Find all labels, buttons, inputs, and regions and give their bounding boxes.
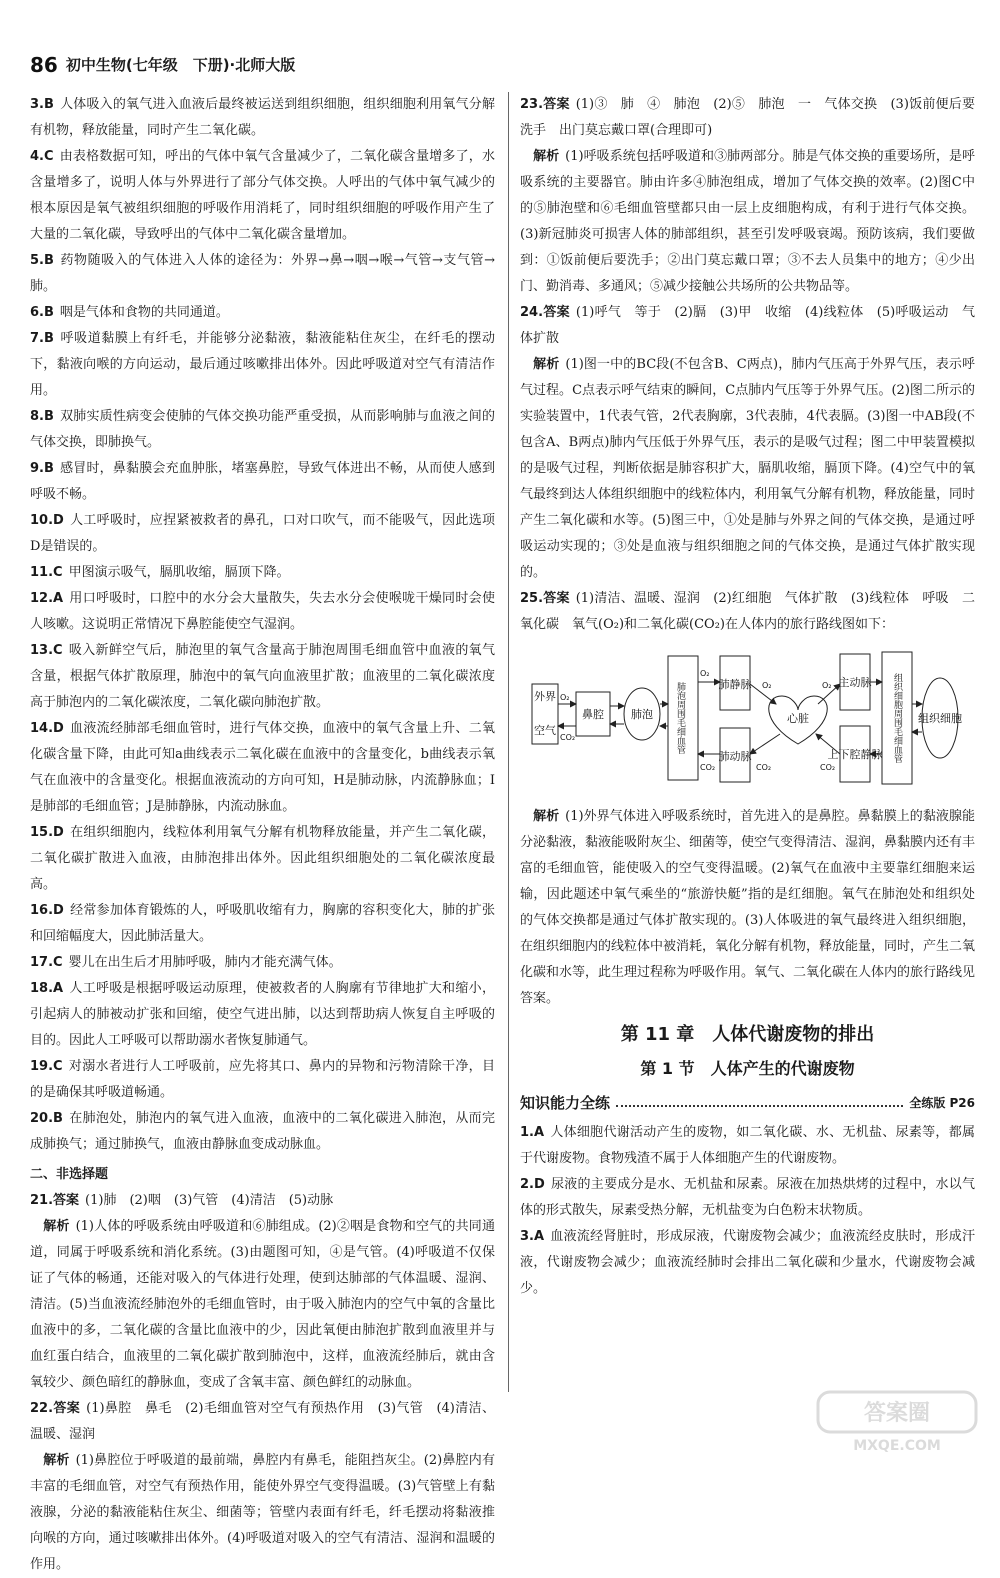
label-outer-air-1: 外界	[534, 690, 556, 703]
answer-25: 25.答案 (1)清洁、温暖、湿润 (2)红细胞 气体扩散 (3)线粒体 呼吸 二氧化碳 氧气(O₂)和二氧化碳(CO₂)在人体内的旅行路线图如下：	[520, 591, 975, 632]
answer-item-10: 13.C 吸入新鲜空气后，肺泡里的氧气含量高于肺泡周围毛细血管中血液的氧气含量，根据气体扩散原理，肺泡中的氧气向血液里扩散；血液里的二氧化碳浓度高于肺泡内的二氧化碳浓度，二氧化碳向肺泡扩散。	[30, 643, 495, 710]
label-co2-a: CO₂	[560, 733, 576, 742]
label-tissue-capillary: 组织细胞周围毛细血管	[892, 673, 902, 763]
answer-item-17: 20.B 在肺泡处，肺泡内的氧气进入血液，血液中的二氧化碳进入肺泡，从而完成肺换气；通过肺换气，血液由静脉血变成动脉血。	[30, 1111, 495, 1152]
answer-item-7: 10.D 人工呼吸时，应捏紧被救者的鼻孔，口对口吹气，而不能吸气，因此选项D是错误的。	[30, 513, 495, 554]
dotted-leader	[616, 1105, 903, 1107]
answer-24: 24.答案 (1)呼气 等于 (2)膈 (3)甲 收缩 (4)线粒体 (5)呼吸运动 气体扩散	[520, 305, 975, 346]
section-title: 第 1 节 人体产生的代谢废物	[640, 1059, 855, 1078]
answer-item-12: 15.D 在组织细胞内，线粒体利用氧气分解有机物释放能量，并产生二氧化碳，二氧化碳扩散进入血液，由肺泡排出体外。因此组织细胞处的二氧化碳浓度最高。	[30, 825, 495, 892]
label-co2-b: CO₂	[700, 763, 716, 772]
page-number: 86	[30, 53, 58, 77]
label-o2-c: O₂	[762, 681, 772, 690]
ch11-item-1: 2.D 尿液的主要成分是水、无机盐和尿素。尿液在加热烘烤的过程中，水以气体的形式散失，尿素受热分解，无机盐变为白色粉末状物质。	[520, 1177, 975, 1218]
answer-item-0: 3.B 人体吸入的氧气进入血液后最终被运送到组织细胞，组织细胞利用氧气分解有机物，释放能量，同时产生二氧化碳。	[30, 97, 495, 138]
knowledge-ref: 全练版 P26	[909, 1096, 975, 1110]
analysis-22: 解析 (1)鼻腔位于呼吸道的最前端，鼻腔内有鼻毛，能阻挡灰尘。(2)鼻腔内有丰富的毛细血管，对空气有预热作用，能使外界空气变得温暖。(3)气管壁上有黏液腺，分泌的黏液能粘住灰尘、细菌等；管壁内表面有纤毛，纤毛摆动将黏液推向喉的方向，通过咳嗽排出体外。(4)呼吸道对吸入的空气有清洁、湿润和温暖的作用。	[30, 1453, 495, 1572]
label-co2-c: CO₂	[756, 763, 772, 772]
left-column	[30, 92, 495, 1572]
label-aorta: 主动脉	[838, 676, 872, 689]
ch11-item-0: 1.A 人体细胞代谢活动产生的废物，如二氧化碳、水、无机盐、尿素等，都属于代谢废物。食物残渣不属于人体细胞产生的代谢废物。	[520, 1125, 975, 1166]
section-heading: 二、非选择题	[30, 1167, 109, 1182]
answer-item-9: 12.A 用口呼吸时，口腔中的水分会大量散失，失去水分会使喉咙干燥同时会使人咳嗽。这说明正常情况下鼻腔能使空气湿润。	[30, 591, 495, 632]
answer-item-4: 7.B 呼吸道黏膜上有纤毛，并能够分泌黏液，黏液能粘住灰尘，在纤毛的摆动下，黏液向喉的方向运动，最后通过咳嗽排出体外。因此呼吸道对空气有清洁作用。	[30, 331, 495, 398]
label-tissue: 组织细胞	[918, 712, 962, 725]
label-nasal: 鼻腔	[582, 708, 604, 721]
answer-item-5: 8.B 双肺实质性病变会使肺的气体交换功能严重受损，从而影响肺与血液之间的气体交换，即肺换气。	[30, 409, 495, 450]
knowledge-bar	[520, 1090, 975, 1116]
ch11-item-2: 3.A 血液流经肾脏时，形成尿液，代谢废物会减少；血液流经皮肤时，形成汗液，代谢废物会减少；血液流经肺时会排出二氧化碳和少量水，代谢废物会减少。	[520, 1229, 975, 1296]
label-heart: 心脏	[787, 712, 809, 725]
answer-item-6: 9.B 感冒时，鼻黏膜会充血肿胀，堵塞鼻腔，导致气体进出不畅，从而使人感到呼吸不畅。	[30, 461, 495, 502]
gas-route-diagram	[530, 644, 960, 794]
analysis-25: 解析 (1)外界气体进入呼吸系统时，首先进入的是鼻腔。鼻黏膜上的黏液腺能分泌黏液，黏液能吸附灰尘、细菌等，使空气变得清洁、湿润，鼻黏膜内还有丰富的毛细血管，能使吸入的空气变得温暖。(2)氧气在血液中主要靠红细胞来运输，因此题述中氧气乘坐的“旅游快艇”指的是红细胞。氧气在肺泡处和组织处的气体交换都是通过气体扩散实现的。(3)人体吸进的氧气最终进入组织细胞，在组织细胞内的线粒体中被消耗，氧化分解有机物，释放能量，同时，产生二氧化碳和水等，此生理过程称为呼吸作用。氧气、二氧化碳在人体内的旅行路线见答案。	[520, 809, 976, 1006]
analysis-21: 解析 (1)人体的呼吸系统由呼吸道和⑥肺组成。(2)②咽是食物和空气的共同通道，同属于呼吸系统和消化系统。(3)由题图可知，④是气管。(4)呼吸道不仅保证了气体的畅通，还能对吸入的气体进行处理，使到达肺部的气体温暖、湿润、清洁。(5)当血液流经肺泡外的毛细血管时，由于吸入肺泡内的空气中氧的含量比血液中的多，二氧化碳的含量比血液中的少，因此氧便由肺泡扩散到血液里并与血红蛋白结合，血液里的二氧化碳扩散到肺泡中，这样，血液流经肺后，就由含氧较少、颜色暗红的静脉血，变成了含氧丰富、颜色鲜红的动脉血。	[30, 1219, 495, 1390]
label-pa: 肺动脉	[718, 750, 752, 763]
label-vc: 上下腔静脉	[827, 748, 883, 761]
column-divider	[508, 92, 509, 1392]
label-capillary: 肺泡周围毛细血管	[675, 682, 685, 754]
answer-item-16: 19.C 对溺水者进行人工呼吸前，应先将其口、鼻内的异物和污物清除干净，目的是确保其呼吸道畅通。	[30, 1059, 495, 1100]
answer-item-13: 16.D 经常参加体育锻炼的人，呼吸肌收缩有力，胸廓的容积变化大，肺的扩张和回缩幅度大，因此肺活量大。	[30, 903, 495, 944]
answer-item-15: 18.A 人工呼吸是根据呼吸运动原理，使被救者的人胸廓有节律地扩大和缩小，引起病人的肺被动扩张和回缩，使空气进出肺，以达到帮助病人恢复自主呼吸的目的。因此人工呼吸可以帮助溺水者恢复肺通气。	[30, 981, 495, 1048]
label-co2-d: CO₂	[820, 763, 836, 772]
label-o2-a: O₂	[560, 693, 570, 702]
knowledge-title: 知识能力全练	[520, 1094, 611, 1112]
answer-item-8: 11.C 甲图演示吸气，膈肌收缩，膈顶下降。	[30, 565, 290, 580]
chapter-title: 第 11 章 人体代谢废物的排出	[620, 1024, 875, 1045]
right-column	[520, 92, 975, 1460]
page-header	[30, 52, 295, 78]
analysis-23: 解析 (1)呼吸系统包括呼吸道和③肺两部分。肺是气体交换的重要场所，是呼吸系统的主要器官。肺由许多④肺泡组成，增加了气体交换的效率。(2)图C中的⑤肺泡壁和⑥毛细血管壁都只由一层上皮细胞构成，有利于进行气体交换。(3)新冠肺炎可损害人体的肺部组织，甚至引发呼吸衰竭。预防该病，我们要做到：①饭前便后要洗手；②出门莫忘戴口罩；③不去人员集中的地方；④少出门、勤消毒、多通风；⑤减少接触公共场所的公共物品等。	[520, 149, 975, 294]
answer-item-14: 17.C 婴儿在出生后才用肺呼吸，肺内才能充满气体。	[30, 955, 342, 970]
answer-item-2: 5.B 药物随吸入的气体进入人体的途径为：外界→鼻→咽→喉→气管→支气管→肺。	[30, 253, 495, 294]
label-outer-air-2: 空气	[534, 724, 556, 737]
answer-23: 23.答案 (1)③ 肺 ④ 肺泡 (2)⑤ 肺泡 一 气体交换 (3)饭前便后要洗手 出门莫忘戴口罩(合理即可)	[520, 97, 975, 138]
book-title: 初中生物(七年级 下册)·北师大版	[65, 56, 296, 74]
analysis-24: 解析 (1)图一中的BC段(不包含B、C两点)，肺内气压高于外界气压，表示呼气过程。C点表示呼气结束的瞬间，C点肺内气压等于外界气压。(2)图二所示的实验装置中，1代表气管，2代表胸廓，3代表肺，4代表膈。(3)图一中AB段(不包含A、B两点)肺内气压低于外界气压，表示的是吸气过程；图二中甲装置模拟的是吸气过程，判断依据是肺容积扩大，膈肌收缩，膈顶下降。(4)空气中的氧气最终到达人体组织细胞中的线粒体内，利用氧气分解有机物，释放能量，同时产生二氧化碳和水等。(5)图三中，①处是肺与外界之间的气体交换，是通过呼吸运动实现的；③处是血液与组织细胞之间的气体交换，是通过气体扩散实现的。	[520, 357, 976, 580]
answer-22: 22.答案 (1)鼻腔 鼻毛 (2)毛细血管对空气有预热作用 (3)气管 (4)清洁、温暖、湿润	[30, 1401, 495, 1442]
label-alveolus: 肺泡	[631, 708, 653, 721]
answer-item-1: 4.C 由表格数据可知，呼出的气体中氧气含量减少了，二氧化碳含量增多了，水含量增多了，说明人体与外界进行了部分气体交换。人呼出的气体中氧气减少的根本原因是氧气被组织细胞的呼吸作用消耗了，同时组织细胞的呼吸作用产生了大量的二氧化碳，导致呼出的气体中二氧化碳含量增加。	[30, 149, 495, 242]
label-o2-d: O₂	[822, 681, 832, 690]
svg-text:答案圈: 答案圈	[863, 1401, 931, 1426]
watermark-logo	[812, 1386, 982, 1456]
answer-item-3: 6.B 咽是气体和食物的共同通道。	[30, 305, 229, 320]
answer-item-11: 14.D 血液流经肺部毛细血管时，进行气体交换，血液中的氧气含量上升、二氧化碳含量下降，由此可知a曲线表示二氧化碳在血液中的含量变化，b曲线表示氧气在血液中的含量变化。根据血液流动的方向可知，H是肺动脉，内流静脉血；I是肺部的毛细血管；J是肺静脉，内流动脉血。	[30, 721, 495, 814]
svg-text:MXQE.COM: MXQE.COM	[853, 1438, 941, 1454]
label-pv: 肺静脉	[718, 678, 752, 691]
answer-21: 21.答案 (1)肺 (2)咽 (3)气管 (4)清洁 (5)动脉	[30, 1193, 334, 1208]
label-o2-b: O₂	[700, 669, 710, 678]
